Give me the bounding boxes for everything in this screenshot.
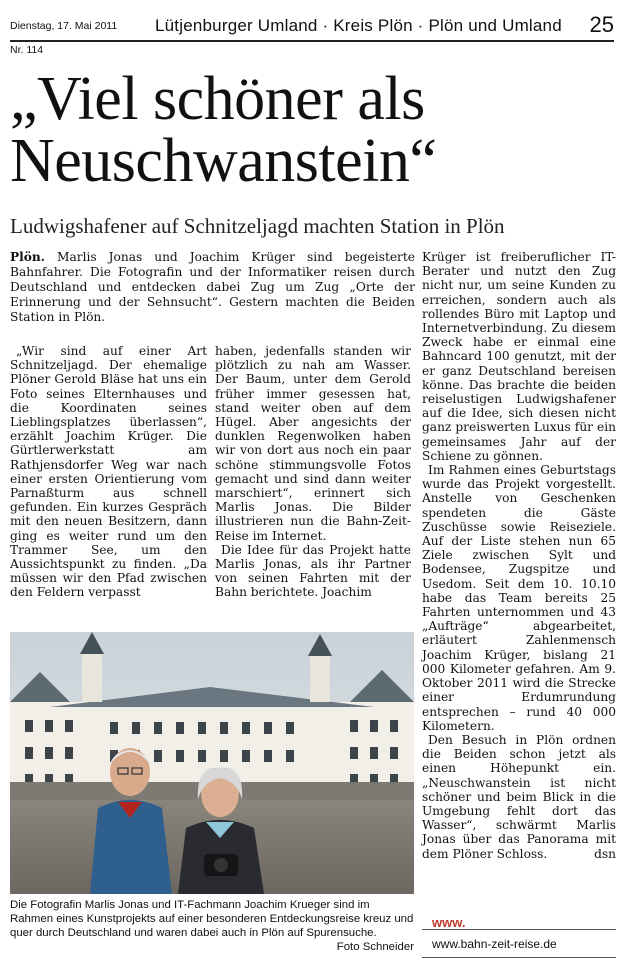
page-number: 25 — [589, 12, 614, 37]
body-paragraph: Die Idee für das Projekt hatte Marlis Jonas, als ihr Partner von seinen Fahrten mit der Bahn berichtete. Joachim — [215, 542, 411, 600]
article-column-1 — [10, 344, 207, 600]
photo-caption — [10, 898, 414, 954]
subheadline: Ludwigshafener auf Schnitzeljagd machten Station in Plön — [10, 214, 505, 238]
lead-paragraph — [10, 250, 415, 325]
author-initials: dsn — [594, 846, 616, 861]
web-box-bottom-divider — [422, 957, 616, 958]
body-paragraph: Im Rahmen eines Geburtstags wurde das Projekt vorgestellt. Anstelle von Geschenken spendeten die Gäste Zuschüsse sowie Reiseziele. Auf der Liste stehen nun 65 Ziele zwischen Sylt und Bodensee, Zugspitze und Usedom. Seit dem 10. 10.10 habe das Team bereits 25 Fahrten unternommen und 43 „Aufträge“ abgearbeitet, erläutert Zahlenmensch Joachim Krüger, bislang 21 000 Kilometer gefahren. Am 9. Oktober 2011 wird die Strecke einer Erdumrundung entsprechen – rund 40 000 Kilometern. — [422, 463, 616, 733]
section-title: Lütjenburger Umland · Kreis Plön · Plön und Umland — [155, 16, 562, 35]
www-label: www. — [432, 915, 466, 930]
website-link[interactable]: www.bahn-zeit-reise.de — [432, 937, 557, 951]
lead-text: Marlis Jonas und Joachim Krüger sind begeisterte Bahnfahrer. Die Fotografin und der Informatiker reisen durch Deutschland und entdecken dabei Zug um Zug „Orte der Erinnerung und der Sehnsucht“. Gestern machten die Beiden Station in Plön. — [10, 250, 415, 324]
body-paragraph: Krüger ist freiberuflicher IT-Berater und nutzt den Zug nicht nur, um seine Kunden zu erreichen, sondern auch als rollendes Büro mit Laptop und Internetverbindung. Zu diesem Zweck habe er einmal eine Bahncard 100 genutzt, mit der er ganz Deutschland bereisen könne. Das brachte die beiden reiselustigen Ludwigshafener auf die Idee, sich diesen nicht ganz preiswerten Luxus für ein gemeinsames Jahr auf der Schiene zu gönnen. — [422, 250, 616, 463]
article-column-3 — [422, 250, 616, 861]
date-text: Dienstag, 17. Mai 2011 — [10, 20, 118, 32]
header-divider — [10, 40, 614, 42]
body-paragraph: haben, jedenfalls standen wir plötzlich zu nah am Wasser. Der Baum, unter dem Gerold früher immer gesessen hat, stand weiter oben auf dem Hügel. Aber angesichts der dunklen Regenwolken haben wir von dort aus noch ein paar schöne stimmungsvolle Fotos gemacht und sind dann weiter marschiert“, erinnert sich Marlis Jonas. Die Bilder illustrieren nun die Bahn-Zeit-Reise im Internet. — [215, 344, 411, 543]
body-paragraph-text: Den Besuch in Plön ordnen die Beiden schon jetzt als einen Höhepunkt ein. „Neuschwanstein ist nicht schöner und beim Blick in die Umgebung fehlt dort das Wasser“, schwärmt Marlis Jonas über das Panorama mit dem Plöner Schloss. — [422, 732, 616, 861]
headline: „Viel schöner als Neuschwanstein“ — [10, 65, 437, 195]
photo-credit: Foto Schneider — [336, 941, 414, 953]
caption-text: Die Fotografin Marlis Jonas und IT-Fachmann Joachim Krueger sind im Rahmen eines Kunstprojekts auf einer besonderen Entdeckungsreise kreuz und quer durch Deutschland und waren dabei auch in Plön auf Spurensuche. — [10, 899, 414, 939]
body-paragraph: „Wir sind auf einer Art Schnitzeljagd. Der ehemalige Plöner Gerold Bläse hat uns ein Foto seines Elternhauses und die Koordinaten seines Lieblingsplatzes überlassen“, erzählt Joachim Krüger. Die Gürtlerwerkstatt am Rathjensdorfer Weg war nach einer ersten Orientierung vom Parnaßturm aus schnell gefunden. Ein kurzes Gespräch mit den neuen Besitzern, dann ging es weiter rund um den Trammer See, um den Aussichtspunkt zu finden. „Da müssen wir den Pfad zwischen den Feldern verpasst — [10, 344, 207, 600]
web-info-box — [422, 913, 616, 958]
body-paragraph — [422, 733, 616, 861]
article-photo — [10, 632, 414, 894]
dateline: Plön. — [10, 250, 46, 264]
issue-number: Nr. 114 — [10, 44, 44, 56]
castle-photo-illustration — [10, 632, 414, 894]
article-column-2 — [215, 344, 411, 600]
web-box-divider — [422, 929, 616, 930]
header-date — [10, 8, 117, 56]
